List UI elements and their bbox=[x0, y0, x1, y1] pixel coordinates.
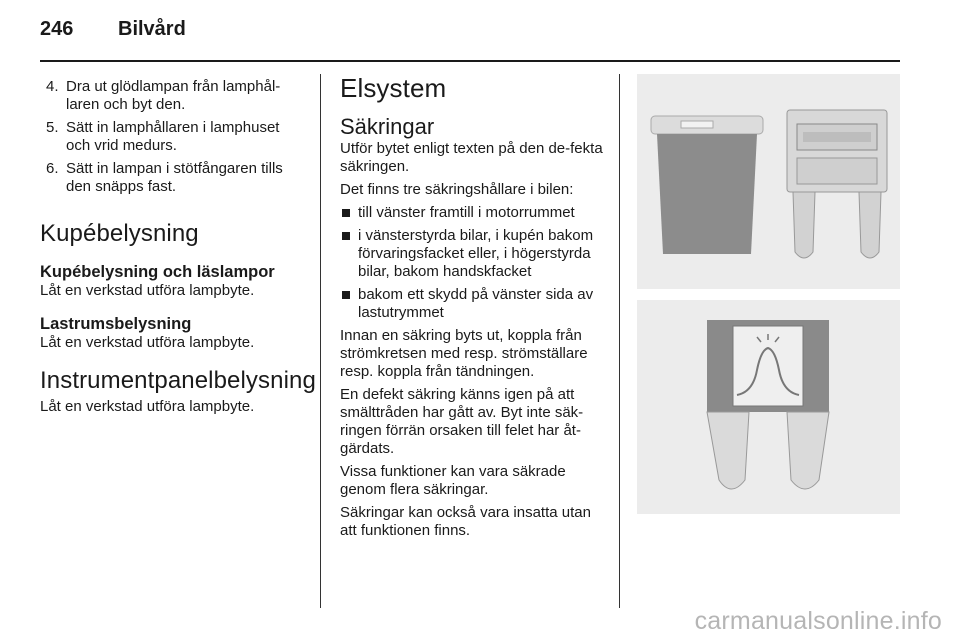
step-list bbox=[40, 78, 302, 196]
step-number: 6. bbox=[46, 160, 59, 177]
para-1: Utför bytet enligt texten på den de-fekta säkringen. bbox=[340, 140, 603, 175]
bullet-item: bakom ett skydd på vänster sida av lastutrymmet bbox=[340, 286, 606, 322]
para-6: Säkringar kan också vara insatta utan att funktionen finns. bbox=[340, 504, 591, 539]
blown-fuse-illustration bbox=[637, 300, 900, 514]
section-title: Bilvård bbox=[118, 18, 186, 40]
instrument-text: Låt en verkstad utföra lampbyte. bbox=[40, 398, 255, 415]
fuse-holder-list bbox=[340, 204, 606, 322]
step-text: Sätt in lampan i stötfångaren tills den snäpps fast. bbox=[66, 160, 283, 195]
kupe-sub-heading: Kupébelysning och läslampor bbox=[40, 263, 275, 281]
fuse-top-view bbox=[787, 110, 887, 258]
watermark: carmanualsonline.info bbox=[694, 607, 942, 635]
fuse-figure bbox=[637, 74, 900, 514]
step-text: Dra ut glödlampan från lamphål-laren och byt den. bbox=[66, 78, 281, 113]
column-divider bbox=[320, 74, 321, 608]
kupe-heading: Kupébelysning bbox=[40, 220, 199, 247]
para-4: En defekt säkring känns igen på att smälttråden har gått av. Byt inte säk-ringen förrän orsaken till felet har åt-gärdats. bbox=[340, 386, 584, 457]
para-5: Vissa funktioner kan vara säkrade genom flera säkringar. bbox=[340, 463, 566, 498]
para-2: Det finns tre säkringshållare i bilen: bbox=[340, 181, 574, 198]
lastrum-heading: Lastrumsbelysning bbox=[40, 315, 192, 333]
bullet-item: i vänsterstyrda bilar, i kupén bakom förvaringsfacket eller, i högerstyrda bilar, bakom handskfacket bbox=[340, 227, 606, 281]
instrument-heading: Instrumentpanelbelysning bbox=[40, 367, 316, 394]
middle-column bbox=[340, 72, 606, 545]
fuse-side-view bbox=[651, 116, 763, 254]
elsystem-heading: Elsystem bbox=[340, 73, 447, 103]
page-header bbox=[40, 18, 186, 48]
fuse-panel-top bbox=[637, 74, 900, 289]
page-number: 246 bbox=[40, 18, 74, 40]
column-divider-right bbox=[619, 74, 620, 608]
fuse-views-illustration bbox=[637, 74, 900, 289]
header-rule bbox=[40, 60, 900, 62]
left-column bbox=[40, 78, 316, 421]
step-item bbox=[40, 78, 302, 114]
step-number: 5. bbox=[46, 119, 59, 136]
step-item bbox=[40, 160, 302, 196]
blown-fuse bbox=[707, 320, 829, 489]
step-text: Sätt in lamphållaren i lamphuset och vrid medurs. bbox=[66, 119, 280, 154]
bullet-item: till vänster framtill i motorrummet bbox=[340, 204, 606, 222]
kupe-sub-text: Låt en verkstad utföra lampbyte. bbox=[40, 282, 255, 299]
fuse-panel-bottom bbox=[637, 300, 900, 514]
step-item bbox=[40, 119, 302, 155]
para-3: Innan en säkring byts ut, koppla från strömkretsen med resp. strömställare resp. koppla från tändningen. bbox=[340, 327, 588, 380]
lastrum-text: Låt en verkstad utföra lampbyte. bbox=[40, 334, 255, 351]
sakringar-heading: Säkringar bbox=[340, 114, 435, 139]
step-number: 4. bbox=[46, 78, 59, 95]
